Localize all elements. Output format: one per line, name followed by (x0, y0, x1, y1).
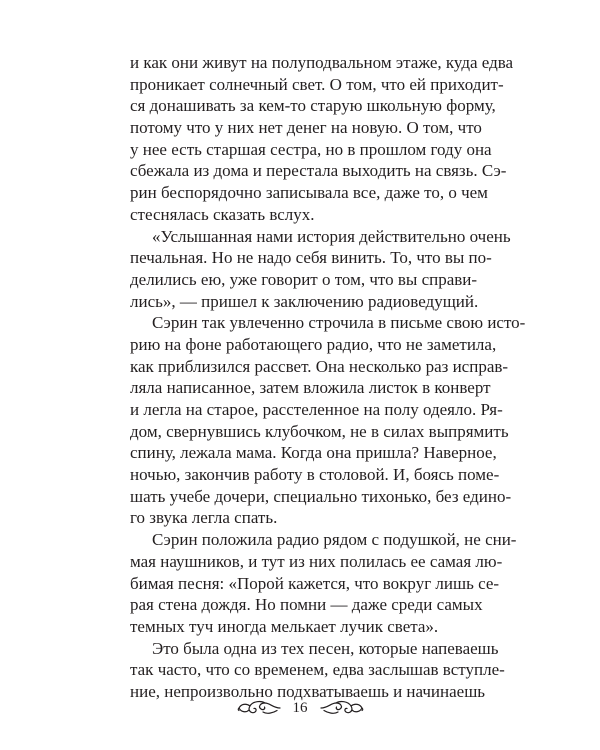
page-body-text (130, 52, 526, 703)
text-line: го звука легла спать. (130, 508, 278, 528)
text-line: делились ею, уже говорит о том, что вы справи- (130, 269, 478, 289)
text-line: ние, непроизвольно подхватываешь и начинаешь (130, 681, 486, 701)
text-line: так часто, что со временем, едва заслышав вступле- (130, 660, 505, 680)
text-line: рая стена дождя. Но помни — даже среди самых (130, 595, 483, 615)
text-line: «Услышанная нами история действительно очень (152, 226, 511, 246)
text-line: Сэрин так увлеченно строчила в письме свою исто- (152, 313, 526, 333)
text-line: ляла написанное, затем вложила листок в конверт (130, 378, 491, 398)
flourish-ornament-left-icon (237, 700, 281, 716)
text-line: рин беспорядочно записывала все, даже то, о чем (130, 183, 488, 203)
text-line: и как они живут на полуподвальном этаже, куда едва (130, 53, 514, 72)
text-line: сбежала из дома и перестала выходить на связь. Сэ- (130, 161, 507, 181)
text-line: темных туч иногда мелькает лучик света». (130, 616, 439, 636)
page-footer (0, 694, 600, 722)
text-line: стеснялась сказать вслух. (130, 204, 315, 224)
flourish-ornament-right-icon (320, 700, 364, 716)
text-line: Сэрин положила радио рядом с подушкой, не сни- (152, 530, 517, 550)
text-line: рию на фоне работающего радио, что не заметила, (130, 334, 497, 354)
text-line: бимая песня: «Порой кажется, что вокруг лишь се- (130, 573, 500, 593)
text-line: спину, лежала мама. Когда она пришла? Наверное, (130, 443, 497, 463)
text-line: Это была одна из тех песен, которые напеваешь (152, 638, 499, 658)
text-line: потому что у них нет денег на новую. О том, что (130, 118, 482, 138)
page-number: 16 (292, 699, 308, 716)
text-line: мая наушников, и тут из них полилась ее самая лю- (130, 551, 503, 571)
text-line: печальная. Но не надо себя винить. То, что вы по- (130, 248, 492, 268)
text-line: ночью, закончив работу в столовой. И, боясь поме- (130, 465, 500, 485)
text-line: лись», — пришел к заключению радиоведущий. (130, 291, 479, 311)
text-line: и легла на старое, расстеленное на полу одеяло. Ря- (130, 400, 503, 419)
text-line: ся донашивать за кем-то старую школьную форму, (130, 96, 496, 116)
text-line: шать учебе дочери, специально тихонько, без едино- (130, 486, 512, 506)
text-line: дом, свернувшись клубочком, не в силах выпрямить (130, 421, 509, 441)
text-line: у нее есть старшая сестра, но в прошлом году она (130, 139, 492, 159)
text-line: как приблизился рассвет. Она несколько раз исправ- (130, 356, 509, 376)
text-line: проникает солнечный свет. О том, что ей приходит- (130, 74, 504, 94)
